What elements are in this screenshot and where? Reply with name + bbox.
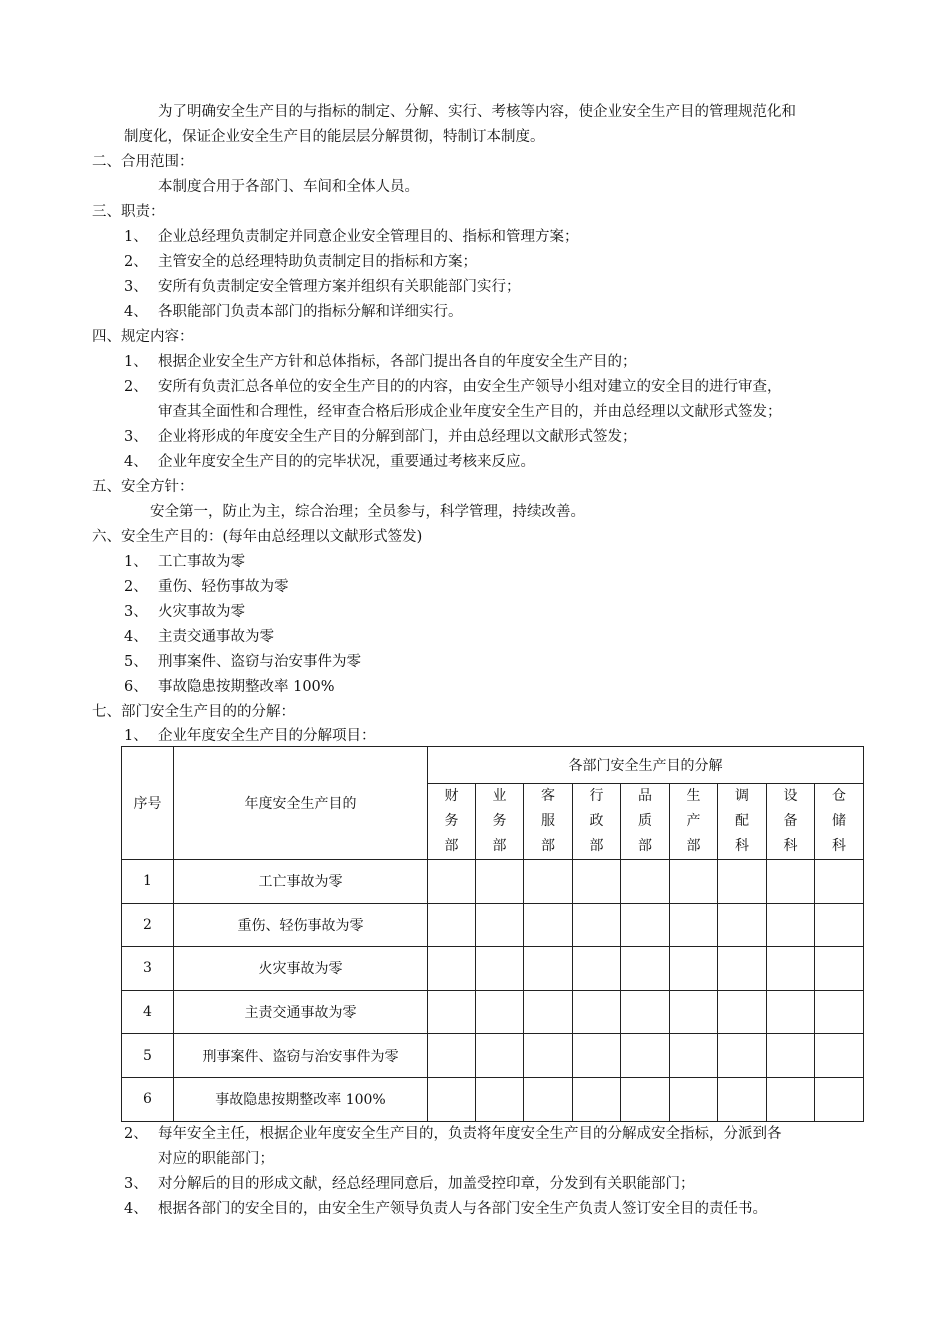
- table-row: [122, 990, 864, 1034]
- item-text: 工亡事故为零: [158, 554, 245, 570]
- table-cell: [428, 947, 476, 991]
- table-cell: [815, 1077, 864, 1121]
- item-number: 3、: [124, 279, 148, 295]
- dept-finance-header: 财 务 部: [428, 784, 476, 860]
- table-cell: [621, 1034, 670, 1078]
- list-item: [124, 302, 463, 322]
- item-number: 2、: [124, 1126, 148, 1142]
- row-seq: 3: [122, 947, 174, 991]
- table-cell: [767, 947, 815, 991]
- item-text: 对分解后的目的形成文献，经总经理同意后，加盖受控印章，分发到有关职能部门；: [158, 1176, 695, 1192]
- list-item: [124, 677, 335, 697]
- table-cell: [718, 860, 767, 904]
- item-text: 根据企业安全生产方针和总体指标，各部门提出各自的年度安全生产目的；: [158, 354, 637, 370]
- list-item: [124, 1124, 782, 1144]
- item-continuation: 审查其全面性和合理性，经审查合格后形成企业年度安全生产目的，并由总经理以文献形式签发；: [158, 404, 782, 420]
- item-number: 3、: [124, 429, 148, 445]
- list-item: [124, 552, 245, 572]
- item-number: 4、: [124, 304, 148, 320]
- row-seq: 4: [122, 990, 174, 1034]
- section-7-heading: 七、部门安全生产目的的分解：: [92, 704, 295, 720]
- list-item: [124, 627, 274, 647]
- row-goal: 火灾事故为零: [174, 947, 428, 991]
- table-cell: [718, 903, 767, 947]
- list-item: [124, 277, 521, 297]
- item-text: 重伤、轻伤事故为零: [158, 579, 289, 595]
- item-number: 2、: [124, 379, 148, 395]
- table-cell: [476, 990, 524, 1034]
- list-item: [124, 377, 782, 397]
- header-department-group: 各部门安全生产目的分解: [428, 747, 864, 784]
- item-number: 6、: [124, 679, 148, 695]
- table-cell: [476, 860, 524, 904]
- table-cell: [815, 860, 864, 904]
- table-cell: [670, 1077, 718, 1121]
- table-cell: [476, 947, 524, 991]
- item-text: 根据各部门的安全目的，由安全生产领导负责人与各部门安全生产负责人签订安全目的责任书。: [158, 1201, 767, 1217]
- intro-line-2: 制度化，保证企业安全生产目的能层层分解贯彻，特制订本制度。: [124, 129, 545, 145]
- table-cell: [718, 947, 767, 991]
- table-cell: [670, 947, 718, 991]
- table-cell: [524, 860, 573, 904]
- item-number: 1、: [124, 554, 148, 570]
- item-number: 4、: [124, 454, 148, 470]
- table-cell: [621, 947, 670, 991]
- dept-warehouse-header: 仓 储 科: [815, 784, 864, 860]
- table-cell: [815, 990, 864, 1034]
- table-cell: [621, 990, 670, 1034]
- item-text: 企业年度安全生产目的的完毕状况，重要通过考核来反应。: [158, 454, 535, 470]
- item-text: 企业总经理负责制定并同意企业安全管理目的、指标和管理方案；: [158, 229, 579, 245]
- table-cell: [428, 860, 476, 904]
- table-cell: [573, 947, 621, 991]
- goal-decomposition-table: [121, 746, 864, 1122]
- item-number: 5、: [124, 654, 148, 670]
- item-text: 安所有负责制定安全管理方案并组织有关职能部门实行；: [158, 279, 521, 295]
- list-item: [124, 352, 637, 372]
- section-5-heading: 五、安全方针：: [92, 479, 194, 495]
- list-item: [124, 452, 535, 472]
- dept-production-header: 生 产 部: [670, 784, 718, 860]
- list-item: [124, 1174, 695, 1194]
- table-cell: [428, 1077, 476, 1121]
- item-text: 事故隐患按期整改率 100%: [158, 679, 335, 695]
- section-2-heading: 二、合用范围：: [92, 154, 194, 170]
- dept-admin-header: 行 政 部: [573, 784, 621, 860]
- list-item: [124, 427, 637, 447]
- section-4-heading: 四、规定内容：: [92, 329, 194, 345]
- list-item: [124, 1199, 767, 1219]
- table-cell: [767, 1077, 815, 1121]
- table-cell: [718, 1077, 767, 1121]
- intro-line-1: 为了明确安全生产目的与指标的制定、分解、实行、考核等内容，使企业安全生产目的管理规范化和: [158, 104, 796, 120]
- row-goal: 工亡事故为零: [174, 860, 428, 904]
- item-text: 企业年度安全生产目的分解项目：: [158, 728, 376, 744]
- item-number: 3、: [124, 1176, 148, 1192]
- table-cell: [573, 860, 621, 904]
- list-item: [124, 577, 289, 597]
- table-cell: [767, 860, 815, 904]
- row-seq: 6: [122, 1077, 174, 1121]
- row-goal: 主责交通事故为零: [174, 990, 428, 1034]
- table-row: [122, 1077, 864, 1121]
- table-cell: [621, 860, 670, 904]
- table-row: [122, 860, 864, 904]
- table-cell: [670, 990, 718, 1034]
- item-text: 火灾事故为零: [158, 604, 245, 620]
- table-header-row: [122, 747, 864, 784]
- header-seq: 序号: [122, 747, 174, 860]
- list-item: [124, 652, 361, 672]
- row-goal: 重伤、轻伤事故为零: [174, 903, 428, 947]
- table-cell: [476, 1077, 524, 1121]
- table-cell: [524, 1034, 573, 1078]
- table-cell: [428, 990, 476, 1034]
- item-text: 主管安全的总经理特助负责制定目的指标和方案；: [158, 254, 477, 270]
- table-cell: [524, 990, 573, 1034]
- item-number: 1、: [124, 229, 148, 245]
- row-goal: 事故隐患按期整改率 100%: [174, 1077, 428, 1121]
- table-cell: [621, 1077, 670, 1121]
- dept-dispatch-header: 调 配 科: [718, 784, 767, 860]
- dept-business-header: 业 务 部: [476, 784, 524, 860]
- item-number: 1、: [124, 354, 148, 370]
- table-cell: [670, 860, 718, 904]
- table-cell: [476, 1034, 524, 1078]
- item-number: 3、: [124, 604, 148, 620]
- table-cell: [767, 1034, 815, 1078]
- table-cell: [428, 903, 476, 947]
- row-seq: 5: [122, 1034, 174, 1078]
- item-text: 各职能部门负责本部门的指标分解和详细实行。: [158, 304, 463, 320]
- item-text: 主责交通事故为零: [158, 629, 274, 645]
- table-cell: [621, 903, 670, 947]
- row-seq: 2: [122, 903, 174, 947]
- header-goal: 年度安全生产目的: [174, 747, 428, 860]
- item-text: 安所有负责汇总各单位的安全生产目的的内容，由安全生产领导小组对建立的安全目的进行审查，: [158, 379, 782, 395]
- item-number: 2、: [124, 579, 148, 595]
- section-2-body: 本制度合用于各部门、车间和全体人员。: [158, 179, 419, 195]
- item-text: 刑事案件、盗窃与治安事件为零: [158, 654, 361, 670]
- table-cell: [670, 903, 718, 947]
- table-row: [122, 1034, 864, 1078]
- row-goal: 刑事案件、盗窃与治安事件为零: [174, 1034, 428, 1078]
- list-item: [124, 602, 245, 622]
- table-cell: [524, 903, 573, 947]
- table-cell: [815, 947, 864, 991]
- item-number: 1、: [124, 728, 148, 744]
- item-number: 2、: [124, 254, 148, 270]
- item-text: 企业将形成的年度安全生产目的分解到部门，并由总经理以文献形式签发；: [158, 429, 637, 445]
- section-3-heading: 三、职责：: [92, 204, 165, 220]
- table-cell: [573, 1034, 621, 1078]
- dept-service-header: 客 服 部: [524, 784, 573, 860]
- item-number: 4、: [124, 1201, 148, 1217]
- section-5-body: 安全第一，防止为主，综合治理；全员参与，科学管理，持续改善。: [150, 504, 585, 520]
- table-row: [122, 947, 864, 991]
- item-number: 4、: [124, 629, 148, 645]
- table-cell: [767, 903, 815, 947]
- table-cell: [767, 990, 815, 1034]
- list-item: [124, 726, 376, 746]
- list-item: [124, 227, 579, 247]
- item-continuation: 对应的职能部门；: [158, 1151, 274, 1167]
- dept-quality-header: 品 质 部: [621, 784, 670, 860]
- section-6-heading: 六、安全生产目的：(每年由总经理以文献形式签发): [92, 529, 423, 545]
- table-cell: [573, 1077, 621, 1121]
- table-cell: [524, 1077, 573, 1121]
- table-cell: [718, 990, 767, 1034]
- table-cell: [718, 1034, 767, 1078]
- table-cell: [573, 990, 621, 1034]
- item-text: 每年安全主任，根据企业年度安全生产目的，负责将年度安全生产目的分解成安全指标，分派到各: [158, 1126, 782, 1142]
- table-cell: [573, 903, 621, 947]
- table-cell: [524, 947, 573, 991]
- table-cell: [815, 1034, 864, 1078]
- table-cell: [428, 1034, 476, 1078]
- table-row: [122, 903, 864, 947]
- table-cell: [670, 1034, 718, 1078]
- table-cell: [815, 903, 864, 947]
- dept-equipment-header: 设 备 科: [767, 784, 815, 860]
- table-cell: [476, 903, 524, 947]
- list-item: [124, 252, 477, 272]
- row-seq: 1: [122, 860, 174, 904]
